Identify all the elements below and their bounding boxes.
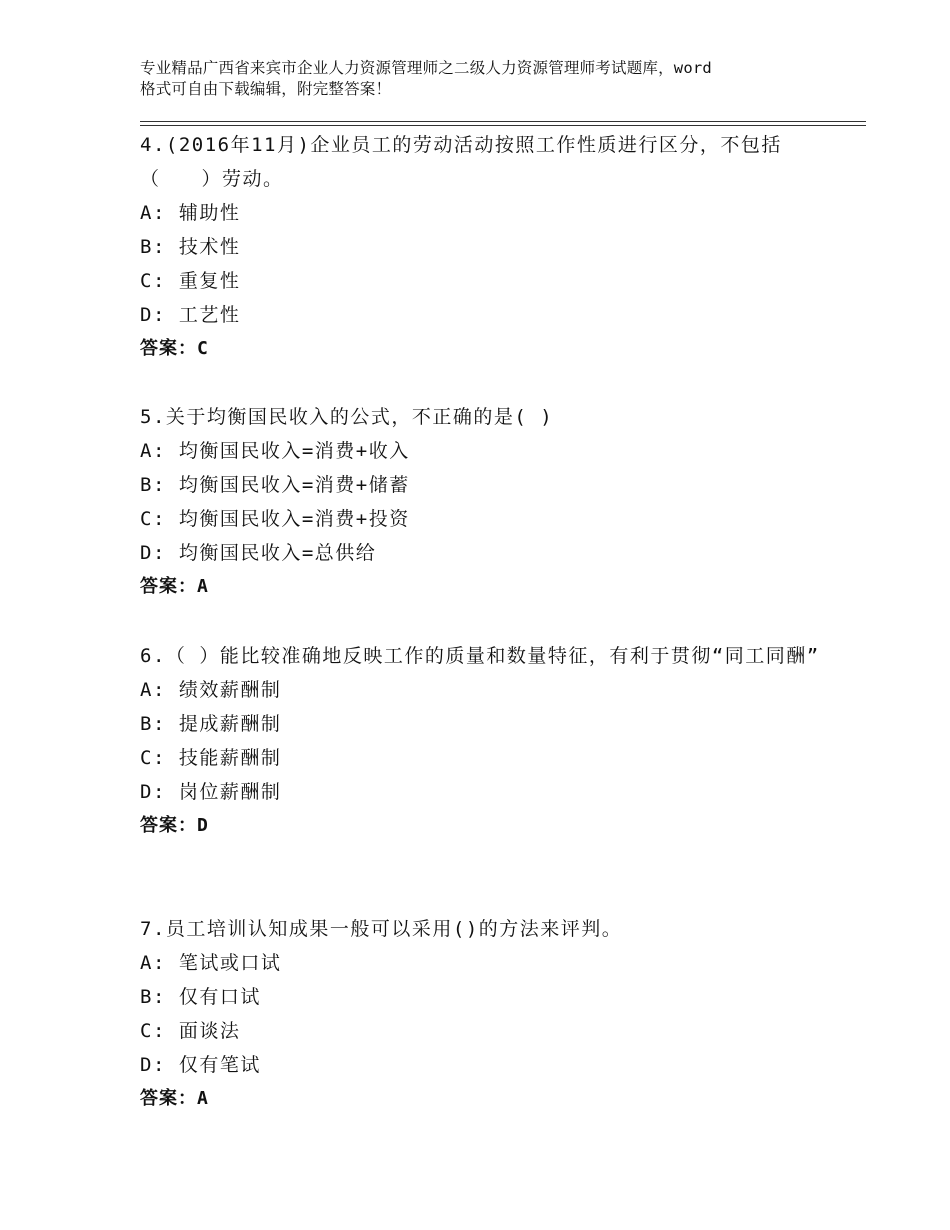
header-line-2: 格式可自由下载编辑，附完整答案！ (140, 80, 392, 98)
question-stem: 6.（ ）能比较准确地反映工作的质量和数量特征，有利于贯彻“同工同酬” (140, 645, 820, 667)
option-d: D: 岗位薪酬制 (140, 781, 282, 803)
document-header (140, 58, 840, 100)
option-a: A: 均衡国民收入=消费+收入 (140, 440, 410, 462)
header-divider-double (140, 125, 866, 126)
option-c: C: 重复性 (140, 270, 241, 292)
question-4 (140, 128, 830, 366)
option-d: D: 均衡国民收入=总供给 (140, 542, 377, 564)
answer: 答案：A (140, 1088, 209, 1109)
option-b: B: 技术性 (140, 236, 241, 258)
question-7 (140, 912, 830, 1116)
option-a: A: 绩效薪酬制 (140, 679, 282, 701)
option-a: A: 笔试或口试 (140, 952, 282, 974)
option-c: C: 技能薪酬制 (140, 747, 282, 769)
option-b: B: 仅有口试 (140, 986, 261, 1008)
question-6 (140, 639, 830, 843)
option-a: A: 辅助性 (140, 202, 241, 224)
question-stem: 4.(2016年11月)企业员工的劳动活动按照工作性质进行区分，不包括（ ）劳动。 (140, 134, 782, 190)
header-divider (140, 121, 866, 122)
answer: 答案：A (140, 576, 209, 597)
option-d: D: 仅有笔试 (140, 1054, 261, 1076)
answer: 答案：D (140, 815, 209, 836)
option-b: B: 提成薪酬制 (140, 713, 282, 735)
question-stem: 7.员工培训认知成果一般可以采用()的方法来评判。 (140, 918, 623, 940)
question-stem: 5.关于均衡国民收入的公式，不正确的是( ) (140, 406, 554, 428)
question-5 (140, 400, 830, 604)
answer: 答案：C (140, 338, 209, 359)
option-c: C: 面谈法 (140, 1020, 241, 1042)
option-d: D: 工艺性 (140, 304, 241, 326)
header-line-1: 专业精品广西省来宾市企业人力资源管理师之二级人力资源管理师考试题库，word (140, 59, 712, 77)
option-c: C: 均衡国民收入=消费+投资 (140, 508, 410, 530)
option-b: B: 均衡国民收入=消费+储蓄 (140, 474, 410, 496)
